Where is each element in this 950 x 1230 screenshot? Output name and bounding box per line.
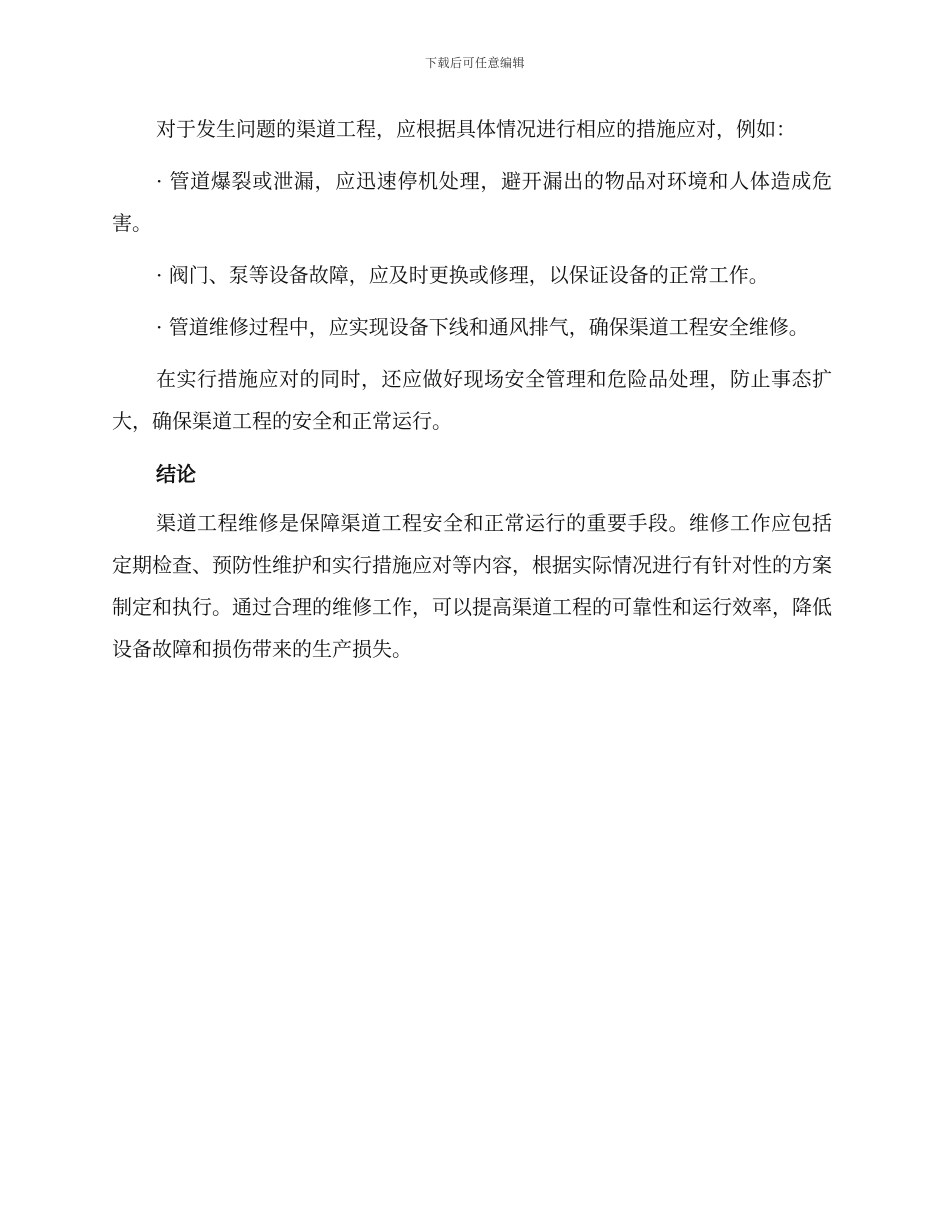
- conclusion-paragraph: 渠道工程维修是保障渠道工程安全和正常运行的重要手段。维修工作应包括定期检查、预防性维护和实行措施应对等内容，根据实际情况进行有针对性的方案制定和执行。通过合理的维修工作，可以提高渠道工程的可靠性和运行效率，降低设备故障和损伤带来的生产损失。: [112, 511, 832, 661]
- bullet-paragraph-pipe-burst: · 管道爆裂或泄漏，应迅速停机处理，避开漏出的物品对环境和人体造成危害。: [112, 169, 832, 235]
- header-note: 下载后可任意编辑: [424, 56, 525, 70]
- bullet-paragraph-equipment-failure: · 阀门、泵等设备故障，应及时更换或修理，以保证设备的正常工作。: [156, 263, 769, 287]
- conclusion-heading: 结论: [156, 462, 196, 486]
- intro-paragraph: 对于发生问题的渠道工程，应根据具体情况进行相应的措施应对，例如：: [156, 117, 796, 141]
- closing-paragraph: 在实行措施应对的同时，还应做好现场安全管理和危险品处理，防止事态扩大，确保渠道工程的安全和正常运行。: [112, 367, 832, 433]
- bullet-paragraph-maintenance-process: · 管道维修过程中，应实现设备下线和通风排气，确保渠道工程安全维修。: [156, 315, 809, 339]
- document-body: [112, 108, 832, 680]
